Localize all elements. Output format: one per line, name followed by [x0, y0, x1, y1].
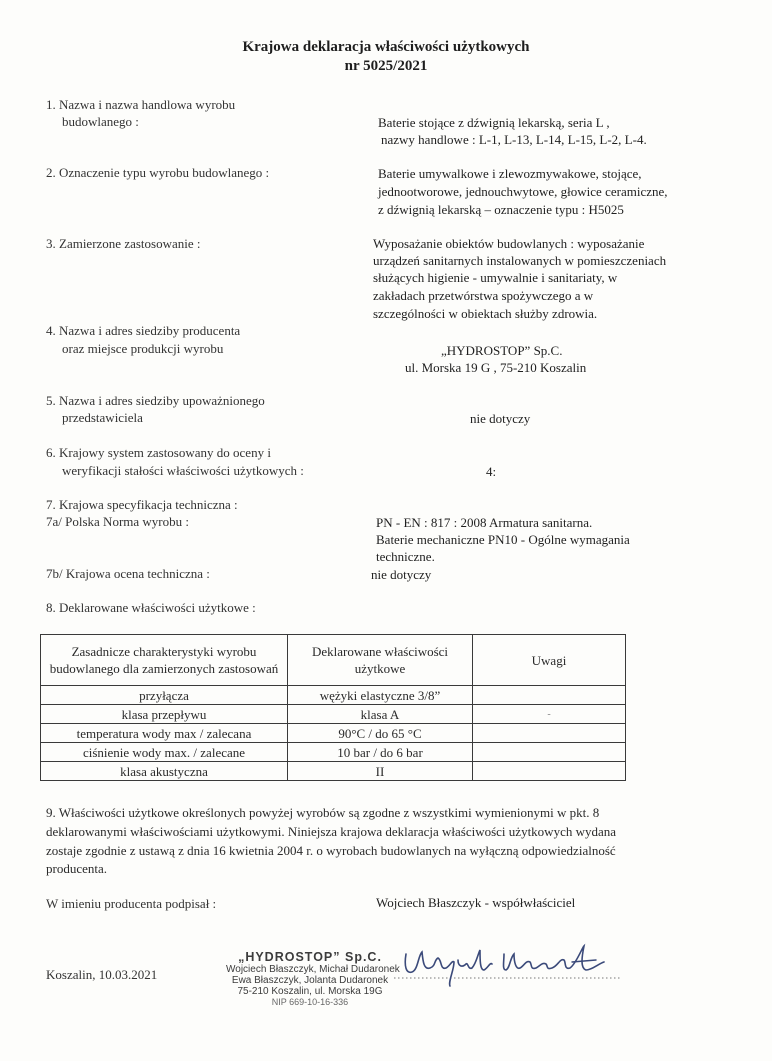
row-declared: 10 bar / do 6 bar	[288, 743, 473, 762]
row-declared: II	[288, 762, 473, 781]
item2-value-line1: Baterie umywalkowe i zlewozmywakowe, stojące,	[378, 166, 642, 181]
item4-value-line1: „HYDROSTOP” Sp.C.	[441, 343, 563, 358]
item7b-value: nie dotyczy	[371, 567, 432, 582]
company-stamp	[226, 950, 400, 1008]
row-characteristic: klasa przepływu	[41, 705, 288, 724]
item7a-label: 7a/ Polska Norma wyrobu :	[46, 514, 189, 529]
item7b-label: 7b/ Krajowa ocena techniczna :	[46, 566, 210, 581]
stamp-line4: NIP 669-10-16-336	[271, 997, 349, 1007]
stamp-line2: Ewa Błaszczyk, Jolanta Dudaronek	[231, 975, 389, 986]
row-characteristic: ciśnienie wody max. / zalecane	[41, 743, 288, 762]
item1-label-line2: budowlanego :	[62, 114, 139, 129]
item3-value-line1: Wyposażanie obiektów budowlanych : wyposażanie	[373, 236, 645, 251]
handwritten-signature	[392, 940, 632, 990]
item3-value-line5: szczególności w obiektach służby zdrowia.	[373, 306, 598, 321]
item7a-value-line3: techniczne.	[376, 549, 435, 564]
item1-label-line1: 1. Nazwa i nazwa handlowa wyrobu	[46, 97, 236, 112]
document-title: Krajowa deklaracja właściwości użytkowych	[242, 39, 530, 55]
properties-table	[40, 634, 626, 781]
item4-value-line2: ul. Morska 19 G , 75-210 Koszalin	[405, 360, 587, 375]
item9-line2: deklarowanymi właściwościami użytkowymi. Niniejsza krajowa deklaracja właściwości użytkowych wydana	[46, 824, 617, 839]
row-declared: wężyki elastyczne 3/8”	[288, 686, 473, 705]
item9-line4: producenta.	[46, 861, 108, 876]
table-header-row	[41, 635, 626, 686]
row-remark	[473, 724, 626, 743]
document-number: nr 5025/2021	[344, 58, 428, 74]
row-declared: klasa A	[288, 705, 473, 724]
row-remark	[473, 686, 626, 705]
row-remark: -	[473, 705, 626, 724]
item2-label: 2. Oznaczenie typu wyrobu budowlanego :	[46, 165, 270, 180]
item3-value-line4: zakładach przetwórstwa spożywczego a w	[373, 288, 594, 303]
header-declared-properties: Deklarowane właściwości użytkowe	[288, 635, 473, 686]
row-characteristic: klasa akustyczna	[41, 762, 288, 781]
item6-label-line1: 6. Krajowy system zastosowany do oceny i	[46, 445, 271, 460]
item2-value-line2: jednootworowe, jednouchwytowe, głowice ceramiczne,	[378, 184, 668, 199]
table-row	[41, 686, 626, 705]
item1-value-line2: nazwy handlowe : L-1, L-13, L-14, L-15, L-2, L-4.	[381, 132, 647, 147]
stamp-line1: Wojciech Błaszczyk, Michał Dudaronek	[226, 964, 400, 975]
item7a-value-line1: PN - EN : 817 : 2008 Armatura sanitarna.	[376, 515, 593, 530]
table-row	[41, 705, 626, 724]
table-row	[41, 762, 626, 781]
item4-label-line1: 4. Nazwa i adres siedziby producenta	[46, 323, 241, 338]
table-row	[41, 724, 626, 743]
row-characteristic: temperatura wody max / zalecana	[41, 724, 288, 743]
row-characteristic: przyłącza	[41, 686, 288, 705]
item2-value-line3: z dźwignią lekarską – oznaczenie typu : H5025	[378, 202, 624, 217]
item5-label-line2: przedstawiciela	[62, 410, 143, 425]
header-characteristics: Zasadnicze charakterystyki wyrobu budowlanego dla zamierzonych zastosowań	[41, 635, 288, 686]
stamp-company: „HYDROSTOP” Sp.C.	[238, 950, 382, 964]
table-row	[41, 743, 626, 762]
signatory-name: Wojciech Błaszczyk - współwłaściciel	[376, 895, 576, 910]
row-remark	[473, 743, 626, 762]
item9-line1: 9. Właściwości użytkowe określonych powyżej wyrobów są zgodne z wszystkimi wymienionymi w pkt. 8	[46, 805, 600, 820]
item3-value-line2: urządzeń sanitarnych instalowanych w pomieszczeniach	[373, 253, 667, 268]
item4-label-line2: oraz miejsce produkcji wyrobu	[62, 341, 224, 356]
item9-line3: zostaje zgodnie z ustawą z dnia 16 kwietnia 2004 r. o wyrobach budowlanych na wyłączną odpowiedzialność	[46, 843, 616, 858]
item5-label-line1: 5. Nazwa i adres siedziby upoważnionego	[46, 393, 265, 408]
signed-by-label: W imieniu producenta podpisał :	[46, 896, 217, 911]
row-declared: 90°C / do 65 °C	[288, 724, 473, 743]
place-date: Koszalin, 10.03.2021	[46, 967, 158, 982]
item6-label-line2: weryfikacji stałości właściwości użytkowych :	[62, 463, 304, 478]
stamp-line3: 75-210 Koszalin, ul. Morska 19G	[237, 986, 383, 997]
item8-label: 8. Deklarowane właściwości użytkowe :	[46, 600, 256, 615]
item6-value: 4:	[486, 464, 497, 479]
item7a-value-line2: Baterie mechaniczne PN10 - Ogólne wymagania	[376, 532, 630, 547]
row-remark	[473, 762, 626, 781]
item3-label: 3. Zamierzone zastosowanie :	[46, 236, 201, 251]
item7-label: 7. Krajowa specyfikacja techniczna :	[46, 497, 238, 512]
header-remarks: Uwagi	[473, 635, 626, 686]
item5-value: nie dotyczy	[470, 411, 531, 426]
item3-value-line3: służących higienie - umywalnie i sanitariaty, w	[373, 270, 618, 285]
item1-value-line1: Baterie stojące z dźwignią lekarską, seria L ,	[378, 115, 610, 130]
